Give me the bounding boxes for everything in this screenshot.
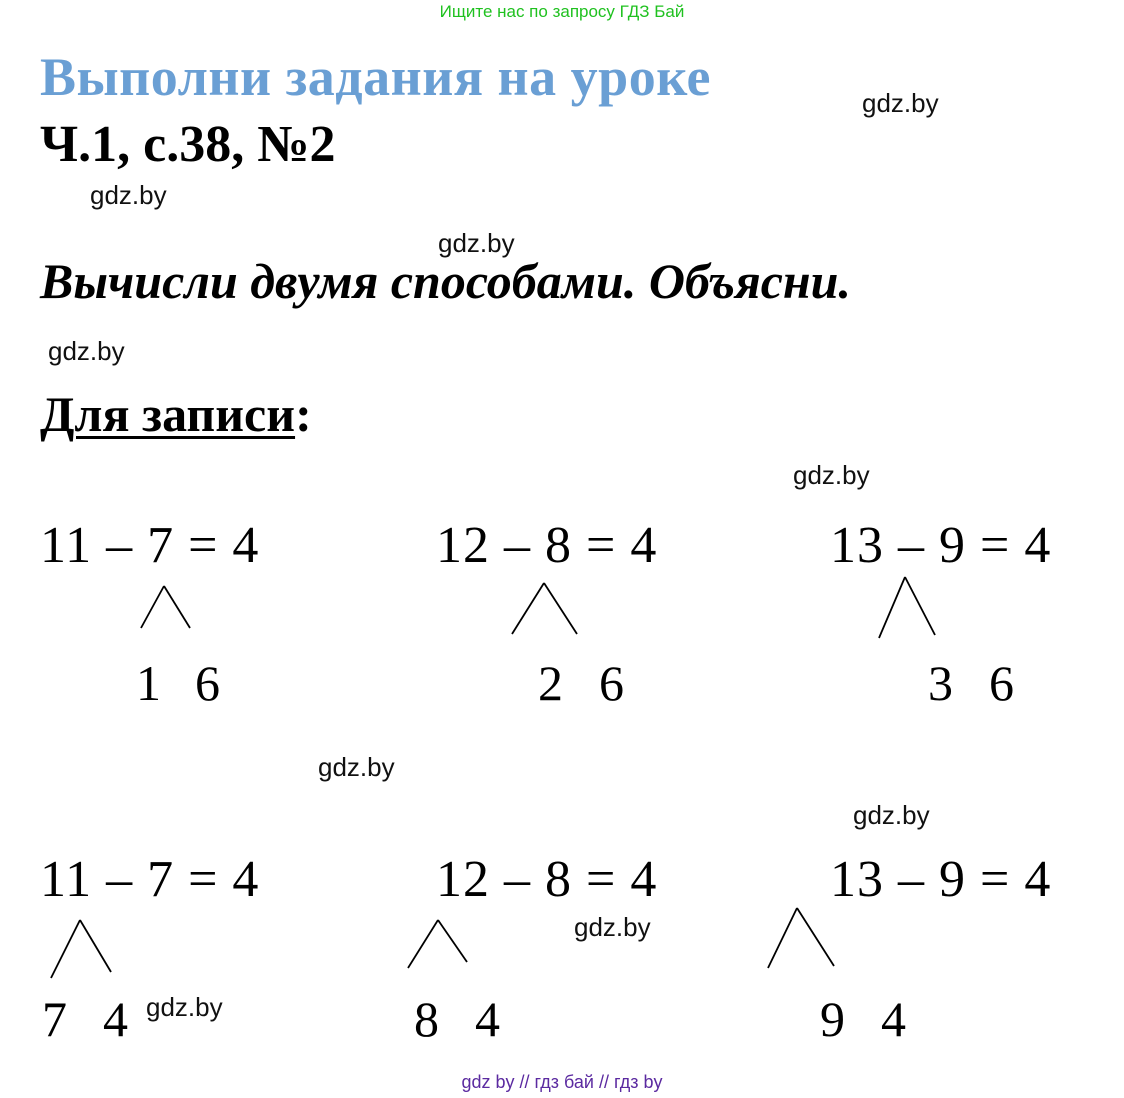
part: 6 [599, 655, 624, 711]
equation-row1-2: 12 – 8 = 4 [436, 517, 658, 574]
equation-row2-1: 11 – 7 = 4 [40, 851, 260, 908]
notes-subheading-colon: : [295, 386, 312, 442]
footer-links: gdz by // гдз бай // гдз by [461, 1072, 663, 1092]
watermark: gdz.by [574, 912, 651, 942]
section-heading: Выполни задания на уроке [40, 47, 711, 107]
watermark: gdz.by [793, 460, 870, 490]
part: 4 [475, 991, 500, 1047]
watermark: gdz.by [48, 336, 125, 366]
task-instruction: Вычисли двумя способами. Объясни. [40, 253, 851, 309]
branch-row2-3 [768, 908, 834, 968]
top-note: Ищите нас по запросу ГДЗ Бай [439, 2, 685, 21]
watermark: gdz.by [853, 800, 930, 830]
part: 2 [538, 655, 563, 711]
equation-row1-3: 13 – 9 = 4 [830, 517, 1052, 574]
part: 6 [989, 655, 1014, 711]
part: 9 [820, 991, 845, 1047]
part: 3 [928, 655, 953, 711]
part: 6 [195, 655, 220, 711]
watermark: gdz.by [90, 180, 167, 210]
watermark: gdz.by [318, 752, 395, 782]
part: 1 [136, 655, 161, 711]
exercise-reference: Ч.1, с.38, №2 [40, 116, 336, 173]
part: 7 [42, 991, 67, 1047]
watermark: gdz.by [146, 992, 223, 1022]
equation-row1-1: 11 – 7 = 4 [40, 517, 260, 574]
watermark: gdz.by [438, 228, 515, 258]
branch-row1-3 [879, 577, 935, 638]
branch-row1-1 [141, 586, 190, 628]
part: 4 [881, 991, 906, 1047]
equation-row2-3: 13 – 9 = 4 [830, 851, 1052, 908]
branch-row2-2 [408, 920, 467, 968]
equation-row2-2: 12 – 8 = 4 [436, 851, 658, 908]
branch-row1-2 [512, 583, 577, 634]
part: 8 [414, 991, 439, 1047]
branch-row2-1 [51, 920, 111, 978]
notes-subheading-text: Для записи [40, 386, 296, 442]
watermark: gdz.by [862, 88, 939, 118]
part: 4 [103, 991, 128, 1047]
